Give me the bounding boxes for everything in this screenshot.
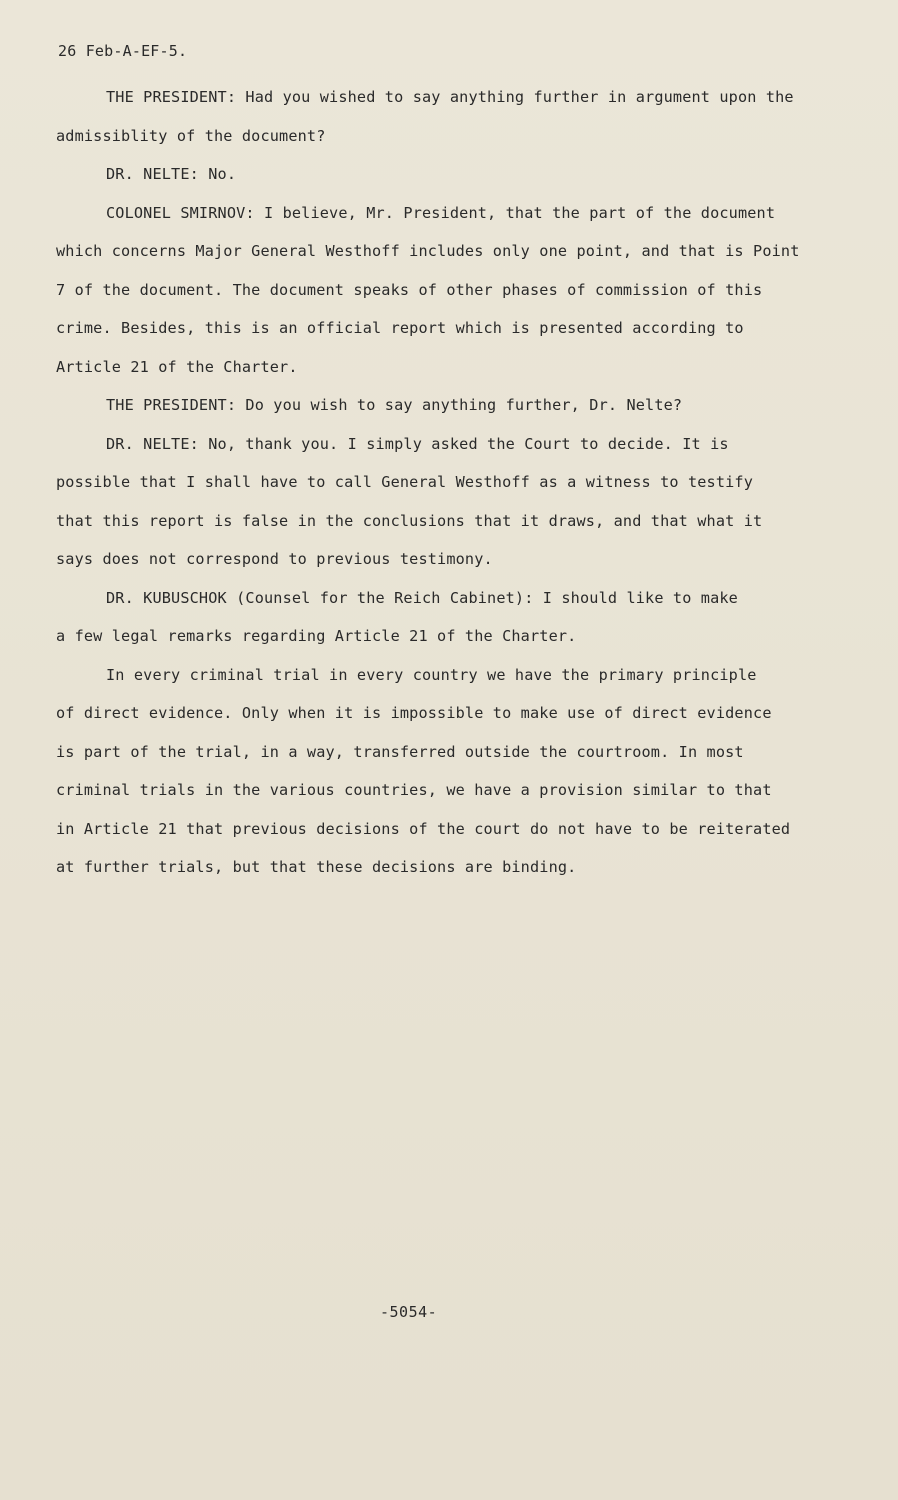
transcript-line: THE PRESIDENT: Had you wished to say anything further in argument upon the [106, 88, 794, 106]
transcript-line: that this report is false in the conclusions that it draws, and that what it [56, 511, 763, 530]
page-number: -5054- [380, 1303, 438, 1321]
transcript-line: is part of the trial, in a way, transferred outside the courtroom. In most [56, 742, 744, 761]
transcript-line: possible that I shall have to call General Westhoff as a witness to testify [56, 473, 754, 491]
transcript-line: says does not correspond to previous testimony. [56, 550, 493, 568]
transcript-line: crime. Besides, this is an official report which is presented according to [56, 319, 744, 337]
transcript-line: admissiblity of the document? [56, 126, 326, 145]
transcript-line: DR. KUBUSCHOK (Counsel for the Reich Cabinet): I should like to make [106, 588, 738, 607]
transcript-line: COLONEL SMIRNOV: I believe, Mr. President, that the part of the document [106, 203, 776, 222]
transcript-line: 7 of the document. The document speaks of other phases of commission of this [56, 280, 763, 299]
transcript-body [56, 78, 836, 887]
transcript-line: of direct evidence. Only when it is impossible to make use of direct evidence [56, 704, 772, 722]
transcript-line: which concerns Major General Westhoff includes only one point, and that is Point [56, 242, 800, 260]
transcript-line: at further trials, but that these decisions are binding. [56, 858, 577, 876]
transcript-line: DR. NELTE: No. [106, 165, 237, 183]
transcript-line: THE PRESIDENT: Do you wish to say anything further, Dr. Nelte? [106, 396, 683, 414]
transcript-line: Article 21 of the Charter. [56, 357, 298, 376]
document-reference: 26 Feb-A-EF-5. [58, 42, 188, 60]
transcript-line: in Article 21 that previous decisions of the court do not have to be reiterated [56, 819, 791, 838]
transcript-line: a few legal remarks regarding Article 21 of the Charter. [56, 627, 577, 645]
transcript-line: DR. NELTE: No, thank you. I simply asked the Court to decide. It is [106, 434, 729, 453]
transcript-line: criminal trials in the various countries, we have a provision similar to that [56, 781, 772, 799]
transcript-line: In every criminal trial in every country we have the primary principle [106, 665, 757, 684]
